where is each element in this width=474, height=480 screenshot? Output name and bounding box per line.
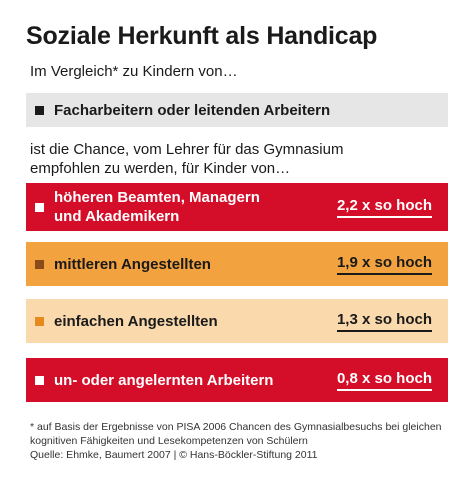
footnote — [30, 420, 442, 462]
square-bullet-icon — [35, 260, 44, 269]
row-label-line: einfachen Angestellten — [54, 312, 218, 330]
chart-title: Soziale Herkunft als Handicap — [26, 22, 378, 50]
footnote-line: * auf Basis der Ergebnisse von PISA 2006 Chancen des Gymnasialbesuchs bei gleichen — [30, 421, 442, 433]
reference-group-label: Facharbeitern oder leitenden Arbeitern — [54, 101, 331, 119]
row-value-label: 1,3 x so hoch — [337, 311, 432, 332]
description-line: ist die Chance, vom Lehrer für das Gymnasium — [30, 141, 344, 158]
description-line: empfohlen zu werden, für Kinder von… — [30, 160, 291, 177]
row-value-label: 1,9 x so hoch — [337, 254, 432, 275]
row-label-line: mittleren Angestellten — [54, 255, 211, 273]
reference-group-bar — [26, 93, 448, 127]
description-text — [30, 140, 343, 178]
row-label-line: un- oder angelernten Arbeitern — [54, 371, 274, 389]
chart-row-mittlere-angestellte — [26, 242, 448, 286]
row-value-label: 0,8 x so hoch — [337, 370, 432, 391]
square-bullet-icon — [35, 317, 44, 326]
source-line: Quelle: Ehmke, Baumert 2007 | © Hans-Böckler-Stiftung 2011 — [30, 449, 318, 461]
chart-row-hoehere-beamte — [26, 183, 448, 231]
row-label-line: höheren Beamten, Managern — [54, 189, 260, 206]
row-value-label: 2,2 x so hoch — [337, 197, 432, 218]
square-bullet-icon — [35, 203, 44, 212]
square-bullet-icon — [35, 106, 44, 115]
square-bullet-icon — [35, 376, 44, 385]
chart-row-einfache-angestellte — [26, 299, 448, 343]
chart-row-ungelernte-arbeiter — [26, 358, 448, 402]
intro-text: Im Vergleich* zu Kindern von… — [30, 63, 238, 80]
footnote-line: kognitiven Fähigkeiten und Lesekompetenzen von Schülern — [30, 435, 308, 447]
row-label-line: und Akademikern — [54, 208, 180, 225]
